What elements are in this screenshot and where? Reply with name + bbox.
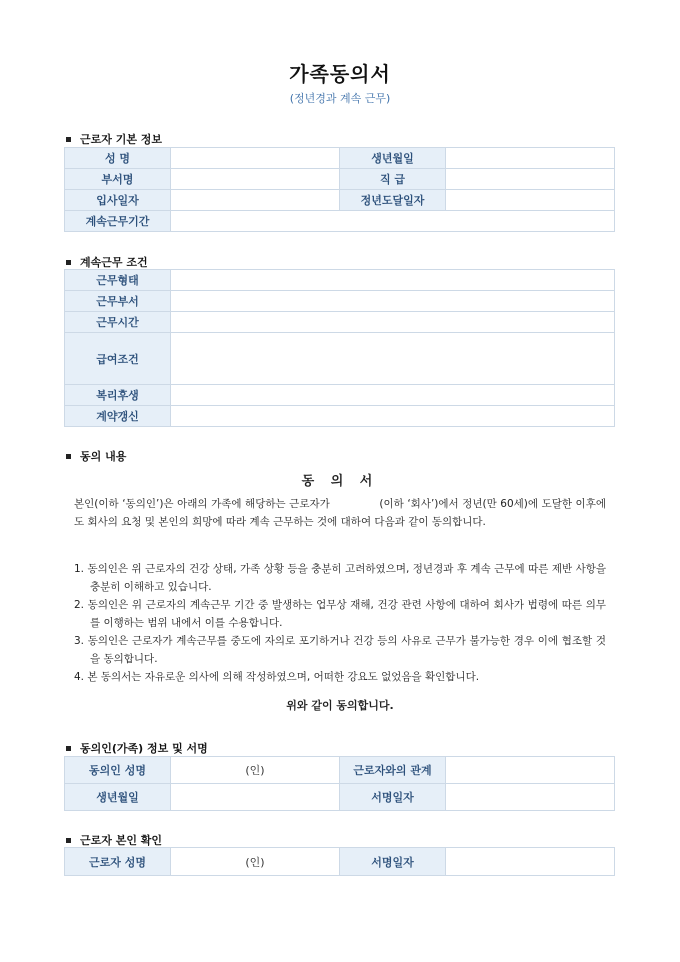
worker-sign-date-field[interactable] — [446, 848, 615, 876]
label-join-date: 입사일자 — [65, 190, 171, 211]
label-dept: 부서명 — [65, 169, 171, 190]
relation-field[interactable] — [446, 757, 615, 784]
label-name: 성 명 — [65, 148, 171, 169]
document-title: 가족동의서 — [289, 62, 391, 86]
renewal-field[interactable] — [171, 406, 615, 427]
seal-mark: (인) — [245, 764, 265, 777]
bullet-icon — [66, 838, 71, 843]
label-welfare: 복리후생 — [65, 385, 171, 406]
section-heading-consent — [66, 448, 126, 464]
consent-item: 4. 본 동의서는 자유로운 의사에 의해 작성하였으며, 어떠한 강요도 없었음을 확인합니다. — [74, 671, 480, 683]
label-birth: 생년월일 — [340, 148, 446, 169]
section-title: 계속근무 조건 — [80, 256, 148, 269]
bullet-icon — [66, 137, 71, 142]
section-title: 동의 내용 — [80, 450, 127, 463]
label-salary: 급여조건 — [65, 333, 171, 385]
conditions-table — [64, 269, 615, 427]
label-family-name: 동의인 성명 — [65, 757, 171, 784]
bullet-icon — [66, 746, 71, 751]
birth-field[interactable] — [446, 148, 615, 169]
document-subtitle: (정년경과 계속 근무) — [289, 92, 391, 105]
label-work-type: 근무형태 — [65, 270, 171, 291]
family-birth-field[interactable] — [171, 784, 340, 811]
section-title: 동의인(가족) 정보 및 서명 — [80, 742, 208, 755]
rank-field[interactable] — [446, 169, 615, 190]
join-date-field[interactable] — [171, 190, 340, 211]
basic-info-table — [64, 147, 615, 232]
work-hours-field[interactable] — [171, 312, 615, 333]
consent-title: 동 의 서 — [301, 474, 379, 489]
section-heading-worker-confirm — [66, 832, 162, 848]
consent-item: 2. 동의인은 위 근로자의 계속근무 기간 중 발생하는 업무상 재해, 건강 관련 사항에 대하여 회사가 법령에 따른 의무를 이행하는 범위 내에서 이를 수용합니다. — [74, 599, 606, 629]
family-sign-date-field[interactable] — [446, 784, 615, 811]
label-period: 계속근무기간 — [65, 211, 171, 232]
section-title: 근로자 본인 확인 — [80, 834, 163, 847]
label-retire-date: 정년도달일자 — [340, 190, 446, 211]
worker-confirm-table — [64, 847, 615, 876]
family-name-field[interactable] — [171, 757, 340, 784]
label-family-birth: 생년월일 — [65, 784, 171, 811]
consent-closing: 위와 같이 동의합니다. — [286, 699, 394, 712]
work-dept-field[interactable] — [171, 291, 615, 312]
label-worker-sign-date: 서명일자 — [340, 848, 446, 876]
retire-date-field[interactable] — [446, 190, 615, 211]
seal-mark: (인) — [245, 855, 265, 869]
period-field[interactable] — [171, 211, 615, 232]
work-type-field[interactable] — [171, 270, 615, 291]
salary-field[interactable] — [171, 333, 615, 385]
section-title: 근로자 기본 정보 — [80, 133, 163, 146]
consent-item: 3. 동의인은 근로자가 계속근무를 중도에 자의로 포기하거나 건강 등의 사유로 근무가 불가능한 경우 이에 협조할 것을 동의합니다. — [74, 635, 606, 665]
consent-item: 1. 동의인은 위 근로자의 건강 상태, 가족 상황 등을 충분히 고려하였으며, 정년경과 후 계속 근무에 따른 제반 사항을 충분히 이해하고 있습니다. — [74, 563, 606, 593]
consent-items — [74, 560, 606, 686]
bullet-icon — [66, 260, 71, 265]
family-table — [64, 756, 615, 811]
name-field[interactable] — [171, 148, 340, 169]
label-work-hours: 근무시간 — [65, 312, 171, 333]
section-heading-basic-info — [66, 131, 162, 147]
label-worker-name: 근로자 성명 — [65, 848, 171, 876]
label-renewal: 계약갱신 — [65, 406, 171, 427]
consent-intro: 본인(이하 ‘동의인’)은 아래의 가족에 해당하는 근로자가 (이하 ‘회사’)에서 정년(만 60세)에 도달한 이후에도 회사의 요청 및 본인의 희망에 따라 계속 근무하는 것에 대하여 다음과 같이 동의합니다. — [74, 498, 606, 528]
label-work-dept: 근무부서 — [65, 291, 171, 312]
section-heading-family — [66, 740, 208, 756]
label-rank: 직 급 — [340, 169, 446, 190]
label-family-sign-date: 서명일자 — [340, 784, 446, 811]
label-relation: 근로자와의 관계 — [340, 757, 446, 784]
welfare-field[interactable] — [171, 385, 615, 406]
bullet-icon — [66, 454, 71, 459]
section-heading-conditions — [66, 254, 148, 270]
worker-name-field[interactable] — [171, 848, 340, 876]
dept-field[interactable] — [171, 169, 340, 190]
